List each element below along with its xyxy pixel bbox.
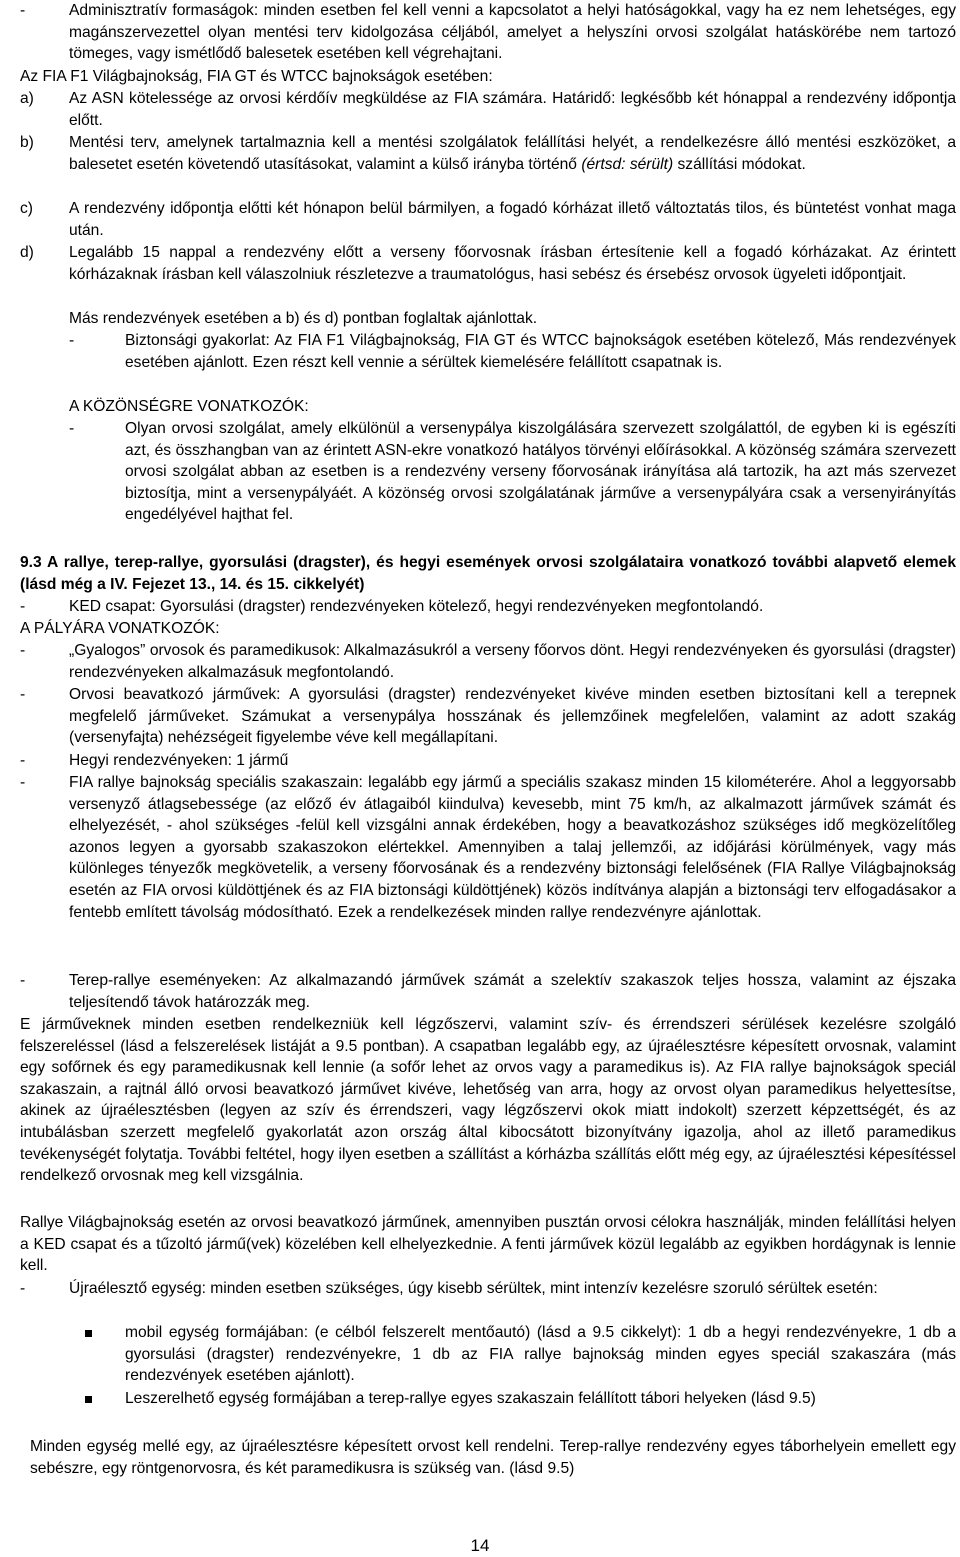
list-item-cross-country xyxy=(20,970,956,1013)
dash-marker: - xyxy=(20,598,26,615)
paragraph-resuscitation: Újraélesztő egység: minden esetben szükséges, úgy kisebb sérültek, mint intenzív kezelésre szoruló sérültek esetén: xyxy=(69,1280,878,1297)
heading-public: A KÖZÖNSÉGRE VONATKOZÓK: xyxy=(69,398,309,415)
paragraph-each-unit: Minden egység mellé egy, az újraélesztésre képesített orvost kell rendelni. Terep-rallye rendezvény egyes táborhelyein emellett egy sebészre, egy röntgenorvosra, és két paramedikusra is szükség van. (lásd 9.5) xyxy=(30,1438,956,1477)
paragraph-a-text: Az ASN kötelessége az orvosi kérdőív megküldése az FIA számára. Határidő: legkésőbb két hónappal a rendezvény időpontja előtt. xyxy=(69,90,956,129)
item-marker-c: c) xyxy=(20,200,33,217)
list-item-c xyxy=(20,198,956,241)
paragraph-vehicles-equipment: E járműveknek minden esetben rendelkezniük kell légzőszervi, valamint szív- és érrendszeri sérülések kezelésre szolgáló felszereléssel (lásd a felszerelések listáját a 9.5 pontban). A csapatban legalább egy, az újraélesztésre képesített orvosnak, valamint egy sofőrnek és egy paramedikusnak kell lennie (a sofőr lehet az orvos vagy a paramedikus is). Az FIA rallye bajnokságok speciál szakaszain, a rajtnál álló orvosi beavatkozó járművet kivéve, lehetőség van arra, hogy az orvost olyan paramedikus helyettesítse, akinek az újraélesztésben (legyen az szív és érrendszeri, vagy légzőszervi okok miatt indokolt) szerzett képzettségét, és az intubálásban szerzett megfelelő gyakorlatát azon ország által kibocsátott bizonyítvány igazolja, ahol az illető paramedikus tevékenységét folytatja. További feltétel, hogy ilyen esetben a szállítást a kórházba szállítás előtt még egy, az újraélesztési képesítéssel rendelkező orvosnak meg kell vizsgálnia. xyxy=(20,1016,956,1185)
paragraph-mobile-unit: mobil egység formájában: (e célból felszerelt mentőautó) (lásd a 9.5 cikkelyt): 1 db a hegyi rendezvényekre, 1 db a gyorsulási (dragster) rendezvényekre, 1 db az FIA rallye bajnokság minden egyes speciál szakaszára (más rendezvények esetében ajánlott). xyxy=(125,1324,956,1385)
paragraph-f1-intro: Az FIA F1 Világbajnokság, FIA GT és WTCC bajnokságok esetében: xyxy=(20,68,493,85)
item-marker-d: d) xyxy=(20,244,34,261)
paragraph-fia-rallye: FIA rallye bajnokság speciális szakaszain: legalább egy jármű a speciális szakasz minden 15 kilométerére. Ahol a leggyorsabb versenyző átlagsebessége (az előző év átlagaiból kiindulva) kevesebb, mint 75 km/h, az alkalmazott járművek számát és elhelyezését, - ahol szükséges -felül kell vizsgálni annak érdekében, hogy a beavatkozáshoz szükséges idő megközelítőleg azonos legyen a gyorsabb szakaszokon elértekkel. Amennyiben a talaj jellemzői, az időjárási körülmények, vagy más különleges tényezők megkövetelik, a verseny főorvosának és a rendezvény biztonsági felelősének (FIA Rallye Világbajnokság esetén az FIA orvosi küldöttjének és az FIA biztonsági küldöttjének) közös indítványa alapján a biztonsági terv elfogadásakor a fentebb említett távolság módosítható. Ezek a rendelkezések minden rallye rendezvényre ajánlottak. xyxy=(69,774,956,921)
list-item-safety-drill xyxy=(69,330,956,373)
paragraph-b-part1: Mentési terv, amelynek tartalmaznia kell a mentési szolgálatok felállítási helyét, a rendelkezésre álló mentési eszközöket, a balesetet esetén követendő utasításokat, valamint a külső irányba történő xyxy=(69,134,956,173)
list-item-walking-doctors xyxy=(20,640,956,683)
paragraph-safety-drill: Biztonsági gyakorlat: Az FIA F1 Világbajnokság, FIA GT és WTCC bajnokságok esetében kötelező, Más rendezvények esetében ajánlott. Ezen részt kell vennie a sérültek kiemelésére felállított csapatnak is. xyxy=(125,332,956,371)
paragraph-admin: Adminisztratív formaságok: minden esetben fel kell venni a kapcsolatot a helyi hatóságokkal, vagy ha ez nem lehetséges, egy magánszervezettel olyan mentési terv kidolgozása céljából, amelyet a helyszíni orvosi szolgálat hatáskörébe nem tartozó tömeges, vagy ismétlődő balesetek esetében kell végrehajtani. xyxy=(69,2,956,63)
list-item-a xyxy=(20,88,956,131)
paragraph-cross-country: Terep-rallye eseményeken: Az alkalmazandó járművek számát a szelektív szakaszok teljes hossza, valamint az éjszaka teljesítendő távok határozzák meg. xyxy=(69,972,956,1011)
dash-marker: - xyxy=(20,2,26,19)
dash-marker: - xyxy=(20,972,26,989)
paragraph-other-events: Más rendezvények esetében a b) és d) pontban foglaltak ajánlottak. xyxy=(69,310,538,327)
list-item-mobile-unit xyxy=(85,1322,956,1387)
dash-marker: - xyxy=(69,332,75,349)
dash-marker: - xyxy=(20,1280,26,1297)
item-marker-b: b) xyxy=(20,134,34,151)
paragraph-intervention-vehicles: Orvosi beavatkozó járművek: A gyorsulási (dragster) rendezvényeket kivéve minden esetben biztosítani kell a terepnek megfelelő járműveket. Számukat a versenypálya hosszának és jellemzőinek megfelelően, valamint az adott szakág (versenyfajta) nehézségeit figyelembe véve kell megállapítani. xyxy=(69,686,956,747)
list-item xyxy=(20,0,956,65)
paragraph-b-italic: (értsd: sérült) xyxy=(581,155,674,173)
list-item-removable-unit xyxy=(85,1388,956,1410)
bullet-square-icon xyxy=(85,1388,125,1410)
list-item-resuscitation xyxy=(20,1278,956,1300)
paragraph-a xyxy=(69,88,956,131)
paragraph-hill-events: Hegyi rendezvényeken: 1 jármű xyxy=(69,752,289,769)
paragraph-b xyxy=(69,132,956,175)
list-item-fia-rallye xyxy=(20,772,956,923)
page-number: 14 xyxy=(470,1536,490,1555)
paragraph-rallye-wc: Rallye Világbajnokság esetén az orvosi beavatkozó járműnek, amennyiben pusztán orvosi célokra használják, minden felállítási helyen a KED csapat és a tűzoltó jármű(vek) közelében kell elhelyezkednie. A fenti járművek közül legalább az egyikben hordágynak is lennie kell. xyxy=(20,1214,956,1275)
paragraph-removable-unit: Leszerelhető egység formájában a terep-rallye egyes szakaszain felállított tábori helyeken (lásd 9.5) xyxy=(125,1390,816,1407)
list-item-hill-events xyxy=(20,750,956,772)
dash-marker: - xyxy=(20,752,26,769)
dash-marker: - xyxy=(20,686,26,703)
list-item-b xyxy=(20,132,956,175)
dash-marker: - xyxy=(69,420,75,437)
section-heading-9-3: 9.3 A rallye, terep-rallye, gyorsulási (dragster), és hegyi események orvosi szolgálataira vonatkozó további alapvető elemek (lásd még a IV. Fejezet 13., 14. és 15. cikkelyét) xyxy=(20,554,956,593)
list-item-public-service xyxy=(69,418,956,526)
list-item-d xyxy=(20,242,956,285)
paragraph-public-service: Olyan orvosi szolgálat, amely elkülönül a versenypálya kiszolgálására szervezett szolgálattól, de egyben ki is egészíti azt, és összhangban van az érintett ASN-ekre vonatkozó hatályos törvényi előírásokkal. A közönség számára szervezett orvosi szolgálat abban az esetben is a rendezvény verseny főorvosának irányítása alá tartozik, ha azt más szervezet biztosítja, mint a versenypályáét. A közönség orvosi szolgálatának járműve a versenypályára csak a versenyirányítás engedélyével hajthat fel. xyxy=(125,420,956,524)
paragraph-d: Legalább 15 nappal a rendezvény előtt a verseny főorvosnak írásban értesítenie kell a fogadó kórházakat. Az érintett kórházaknak írásban kell válaszolniuk részletezve a traumatológus, hasi sebész és érsebész orvosok ügyeleti időpontjait. xyxy=(69,244,956,283)
paragraph-b-part2: szállítási módokat. xyxy=(673,155,806,173)
paragraph-walking-doctors: „Gyalogos” orvosok és paramedikusok: Alkalmazásukról a verseny főorvos dönt. Hegyi rendezvényeken és gyorsulási (dragster) rendezvényeken alkalmazásuk megfontolandó. xyxy=(69,642,956,681)
paragraph-ked: KED csapat: Gyorsulási (dragster) rendezvényeken kötelező, hegyi rendezvényeken megfontolandó. xyxy=(69,598,764,615)
dash-marker: - xyxy=(20,642,26,659)
paragraph-c: A rendezvény időpontja előtti két hónapon belül bármilyen, a fogadó kórházat illető változtatás tilos, és büntetést vonhat maga után. xyxy=(69,200,956,239)
list-item-intervention-vehicles xyxy=(20,684,956,749)
dash-marker: - xyxy=(20,774,26,791)
list-item-ked xyxy=(20,596,956,618)
bullet-square-icon xyxy=(85,1322,125,1387)
heading-track: A PÁLYÁRA VONATKOZÓK: xyxy=(20,620,220,637)
item-marker-a: a) xyxy=(20,90,34,107)
